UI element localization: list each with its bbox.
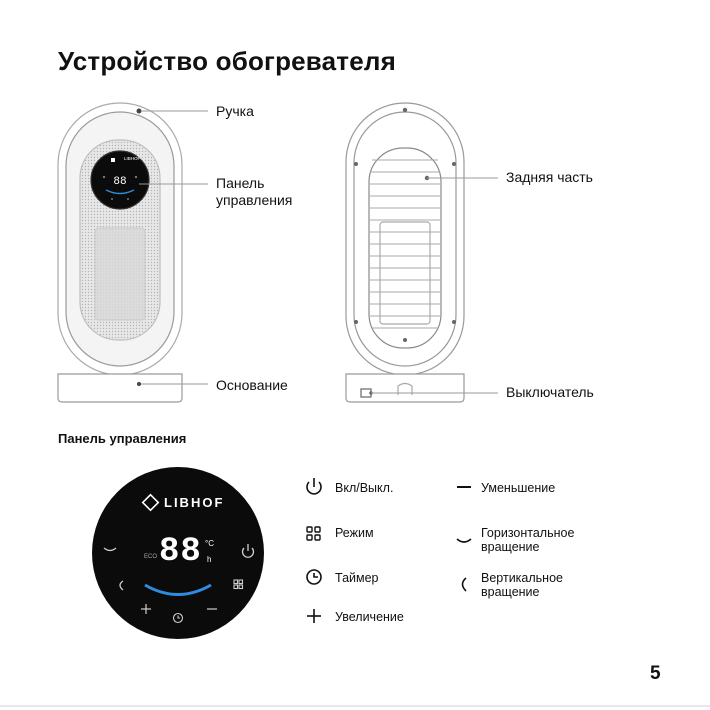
page-number: 5 bbox=[650, 663, 661, 684]
legend-horizontal-line2: вращение bbox=[481, 540, 540, 554]
legend-vertical-line2: вращение bbox=[481, 585, 540, 599]
label-handle: Ручка bbox=[216, 103, 254, 119]
legend-horizontal-label bbox=[481, 526, 574, 554]
label-control-panel-line1: Панель bbox=[216, 175, 265, 191]
label-switch: Выключатель bbox=[506, 384, 594, 400]
legend-decrease-label: Уменьшение bbox=[481, 481, 556, 495]
legend-increase-label: Увеличение bbox=[335, 610, 404, 624]
label-back: Задняя часть bbox=[506, 169, 593, 185]
legend-plus-icon bbox=[307, 609, 321, 623]
front-display-digits: 88 bbox=[113, 176, 127, 188]
label-control-panel bbox=[216, 175, 292, 209]
heater-back-view bbox=[346, 103, 464, 402]
panel-unit-hours: h bbox=[207, 555, 212, 564]
legend-mode-icon bbox=[307, 527, 320, 540]
legend-mode-label: Режим bbox=[335, 526, 374, 540]
heater-front-view bbox=[58, 103, 182, 402]
legend-vertical-label bbox=[481, 571, 563, 599]
control-panel-heading: Панель управления bbox=[58, 431, 187, 446]
page-title: Устройство обогревателя bbox=[58, 46, 396, 76]
legend-vertical-icon bbox=[463, 578, 467, 591]
legend-vertical-line1: Вертикальное bbox=[481, 571, 563, 585]
panel-unit-celsius: °C bbox=[205, 539, 214, 548]
label-control-panel-line2: управления bbox=[216, 192, 293, 208]
panel-eco-label: ECO bbox=[144, 554, 158, 560]
panel-brand: LIBHOF bbox=[164, 495, 225, 510]
legend-horizontal-icon bbox=[457, 539, 471, 542]
front-brand-mark: LIBHOF bbox=[124, 156, 141, 161]
legend-timer-icon bbox=[307, 570, 321, 584]
legend-power-icon bbox=[307, 478, 321, 494]
panel-display-digits: 88 bbox=[159, 533, 202, 571]
legend-timer-label: Таймер bbox=[335, 571, 379, 585]
label-base: Основание bbox=[216, 377, 288, 393]
legend-horizontal-line1: Горизонтальное bbox=[481, 526, 575, 540]
legend-power-label: Вкл/Выкл. bbox=[335, 481, 394, 495]
